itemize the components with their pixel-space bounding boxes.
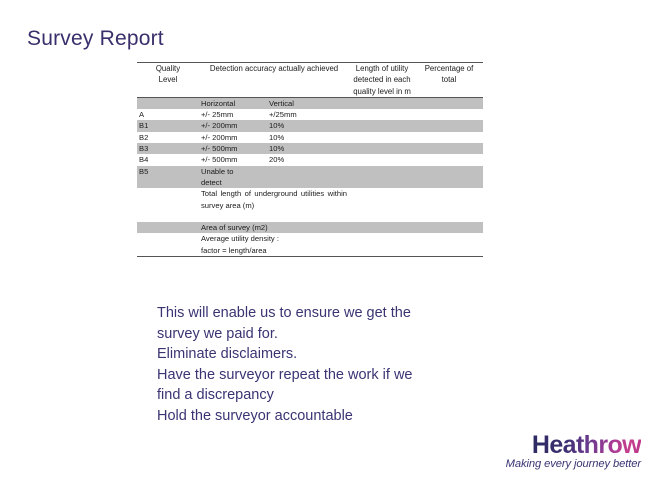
table-row [137,154,483,165]
cell-horizontal: +/- 200mm [199,120,267,131]
spacer-cell [415,211,483,222]
survey-report-table [137,62,483,257]
cell-percentage [415,120,483,131]
body-text-line: This will enable us to ensure we get the [157,305,411,321]
spacer-cell [349,211,415,222]
average-density-label: Average utility density : [199,233,349,244]
total-length-label: Total length of underground utilities within survey area (m) [201,189,348,210]
heathrow-wordmark: Heathrow [531,431,641,459]
table-row [137,166,483,177]
table-header [137,63,483,98]
cell-horizontal: +/- 500mm [199,154,267,165]
column-header-detection-accuracy: Detection accuracy actually achieved [199,63,349,98]
cell-vertical: 10% [267,120,349,131]
area-of-survey-value [349,222,415,233]
table-subheader-row [137,97,483,109]
cell-length [349,177,415,188]
cell-vertical [267,166,349,177]
table-header-row [137,63,483,98]
cell-vertical [267,177,349,188]
table-row-area-of-survey [137,222,483,233]
area-of-survey-blank [137,222,199,233]
table-row-factor [137,245,483,257]
spacer-cell [267,211,349,222]
cell-length [349,154,415,165]
area-of-survey-label: Area of survey (m2) [199,222,349,233]
total-length-blank [137,188,199,211]
table-row [137,177,483,188]
body-text-block [157,303,487,427]
cell-percentage [415,109,483,120]
cell-vertical: 20% [267,154,349,165]
table-row [137,143,483,154]
cell-percentage [415,132,483,143]
cell-length [349,132,415,143]
page-title: Survey Report [27,27,164,50]
table-row [137,132,483,143]
heathrow-logo [506,432,641,471]
table-spacer-row [137,211,483,222]
cell-quality-level: B5 [137,166,199,177]
cell-length [349,109,415,120]
table-row [137,120,483,131]
factor-blank [137,245,199,257]
cell-quality-level [137,177,199,188]
average-density-value [349,233,415,244]
cell-length [349,166,415,177]
body-text-line: find a discrepancy [157,387,274,404]
body-text-line: Hold the surveyor accountable [157,407,353,424]
cell-percentage [415,154,483,165]
cell-quality-level: B3 [137,143,199,154]
column-header-quality-level-line2: Level [158,75,178,85]
heathrow-tagline: Making every journey better [505,458,641,470]
cell-horizontal: detect [199,177,267,188]
subheader-blank [137,97,199,109]
average-density-percentage [415,233,483,244]
cell-percentage [415,143,483,154]
cell-length [349,143,415,154]
spacer-cell [137,211,199,222]
subheader-horizontal: Horizontal [199,97,267,109]
column-header-length-of-utility: Length of utility detected in each quality level in m [349,63,415,98]
body-text-line: Have the surveyor repeat the work if we [157,366,413,383]
body-text-line: Eliminate disclaimers. [157,346,298,363]
spacer-cell [199,211,267,222]
total-length-value [349,188,415,211]
average-density-blank [137,233,199,244]
area-of-survey-percentage [415,222,483,233]
cell-percentage [415,177,483,188]
cell-vertical: 10% [267,143,349,154]
factor-percentage [415,245,483,257]
table-row-total-length [137,188,483,211]
cell-horizontal: +/- 200mm [199,132,267,143]
cell-vertical: 10% [267,132,349,143]
subheader-length-blank [349,97,415,109]
cell-horizontal: +/- 25mm [199,109,267,120]
column-header-quality-level-line1: Quality [155,64,181,73]
cell-vertical: +/25mm [267,109,349,120]
column-header-percentage-of-total: Percentage of total [415,63,483,98]
column-header-quality-level [137,63,199,98]
factor-label: factor = length/area [199,245,349,257]
cell-horizontal: Unable to [199,166,267,177]
factor-value [349,245,415,257]
body-text-line: survey we paid for. [157,325,278,342]
cell-quality-level: B1 [137,120,199,131]
table-row-average-density [137,233,483,244]
subheader-vertical: Vertical [267,97,349,109]
cell-length [349,120,415,131]
cell-quality-level: B4 [137,154,199,165]
cell-quality-level: A [137,109,199,120]
table-body [137,97,483,256]
table-row [137,109,483,120]
total-length-percentage [415,188,483,211]
cell-quality-level: B2 [137,132,199,143]
subheader-percentage-blank [415,97,483,109]
cell-percentage [415,166,483,177]
cell-horizontal: +/- 500mm [199,143,267,154]
